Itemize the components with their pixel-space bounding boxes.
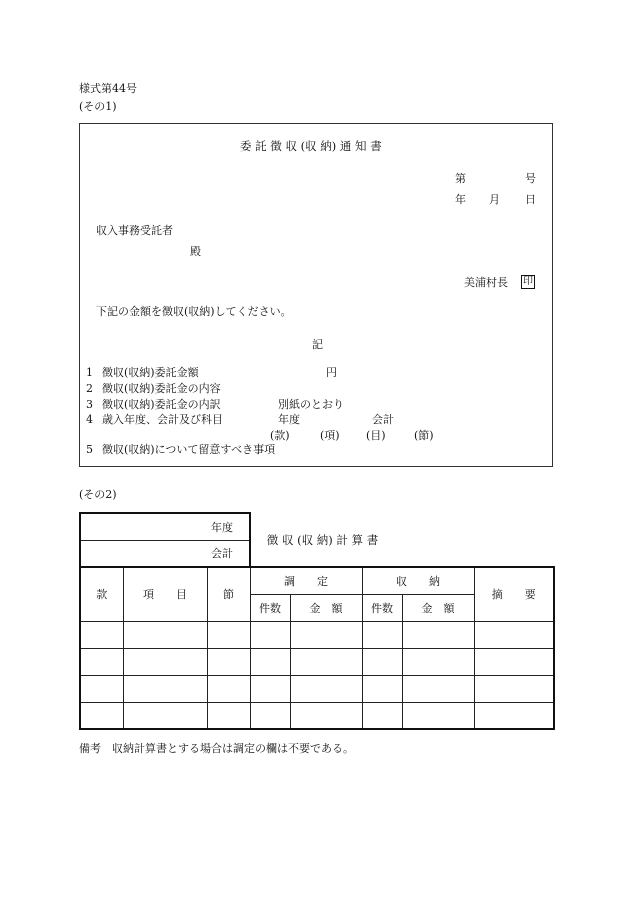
group-shuno: 収 納: [362, 567, 474, 594]
item-text: 徴収(収納)委託金の内容: [102, 382, 221, 395]
table-cell: [250, 675, 290, 702]
year-label: 年度: [211, 520, 233, 534]
table-cell: [123, 675, 207, 702]
item-account: 会計: [372, 413, 394, 426]
calc-title: 徴 収 (収 納) 計 算 書: [266, 532, 379, 547]
remark: 備考 収納計算書とする場合は調定の欄は不要である。: [79, 742, 354, 755]
table-cell: [290, 702, 362, 729]
notice-body: 下記の金額を徴収(収納)してください。: [96, 305, 292, 318]
table-row: [80, 675, 554, 702]
table-cell: [123, 621, 207, 648]
table-cell: [474, 648, 554, 675]
part-label-1: (その1): [79, 100, 117, 113]
year-cell: [80, 513, 250, 540]
table-cell: [123, 702, 207, 729]
account-label: 会計: [211, 547, 233, 561]
number-go: 号: [525, 172, 536, 185]
date-day: 日: [525, 193, 536, 206]
table-cell: [402, 648, 474, 675]
honorific: 殿: [190, 245, 201, 258]
table-cell: [290, 675, 362, 702]
table-cell: [207, 702, 250, 729]
table-cell: [402, 702, 474, 729]
sub-count: 件数: [250, 594, 290, 621]
item-extra: 別紙のとおり: [278, 398, 344, 411]
item-year: 年度: [278, 413, 300, 426]
item-text: 徴収(収納)委託金の内訳: [102, 398, 221, 411]
seal-mark: 印: [523, 276, 533, 287]
table-cell: [402, 675, 474, 702]
table-row: [80, 648, 554, 675]
table-cell: [80, 675, 123, 702]
subject-kou: (項): [320, 429, 340, 442]
recipient: 収入事務受託者: [96, 224, 173, 237]
item-number: 2: [86, 382, 93, 395]
item-number: 5: [86, 443, 93, 456]
table-cell: [290, 621, 362, 648]
item-number: 1: [86, 366, 93, 379]
col-kou: 項 目: [123, 567, 207, 621]
col-tekiyo: 摘 要: [474, 567, 554, 621]
form-number: 様式第44号: [79, 82, 137, 95]
table-cell: [80, 648, 123, 675]
subject-kan: (款): [270, 429, 290, 442]
table-cell: [362, 702, 402, 729]
table-cell: [402, 621, 474, 648]
col-kan: 款: [80, 567, 123, 621]
table-row: [80, 621, 554, 648]
sub-count: 件数: [362, 594, 402, 621]
table-cell: [123, 648, 207, 675]
table-cell: [207, 648, 250, 675]
table-cell: [250, 621, 290, 648]
table-cell: [207, 675, 250, 702]
table-cell: [80, 702, 123, 729]
sub-amount: 金 額: [290, 594, 362, 621]
sender: 美浦村長: [464, 276, 508, 289]
sub-amount: 金 額: [402, 594, 474, 621]
item-number: 3: [86, 398, 93, 411]
table-row: [80, 702, 554, 729]
table-cell: [474, 675, 554, 702]
group-chotei: 調 定: [250, 567, 362, 594]
notice-title: 委 託 徴 収 (収 納) 通 知 書: [240, 139, 382, 153]
table-cell: [474, 621, 554, 648]
subject-moku: (目): [366, 429, 386, 442]
calc-title-cell: [250, 513, 554, 567]
table-cell: [362, 648, 402, 675]
table-cell: [362, 675, 402, 702]
item-text: 徴収(収納)委託金額: [102, 366, 199, 379]
item-number: 4: [86, 413, 93, 426]
item-text: 歳入年度、会計及び科目: [102, 413, 223, 426]
part-label-2: (その2): [79, 488, 117, 501]
table-cell: [362, 621, 402, 648]
item-extra: 円: [326, 366, 337, 379]
col-setsu: 節: [207, 567, 250, 621]
table-cell: [474, 702, 554, 729]
calc-table: [79, 512, 555, 730]
date-year: 年: [455, 193, 466, 206]
subject-setsu: (節): [414, 429, 434, 442]
table-cell: [290, 648, 362, 675]
ki-label: 記: [312, 338, 323, 351]
date-month: 月: [489, 193, 500, 206]
table-cell: [250, 702, 290, 729]
item-text: 徴収(収納)について留意すべき事項: [102, 443, 276, 456]
number-dai: 第: [455, 172, 466, 185]
notice-box: [79, 123, 553, 467]
account-cell: [80, 540, 250, 567]
table-cell: [250, 648, 290, 675]
table-cell: [80, 621, 123, 648]
table-cell: [207, 621, 250, 648]
